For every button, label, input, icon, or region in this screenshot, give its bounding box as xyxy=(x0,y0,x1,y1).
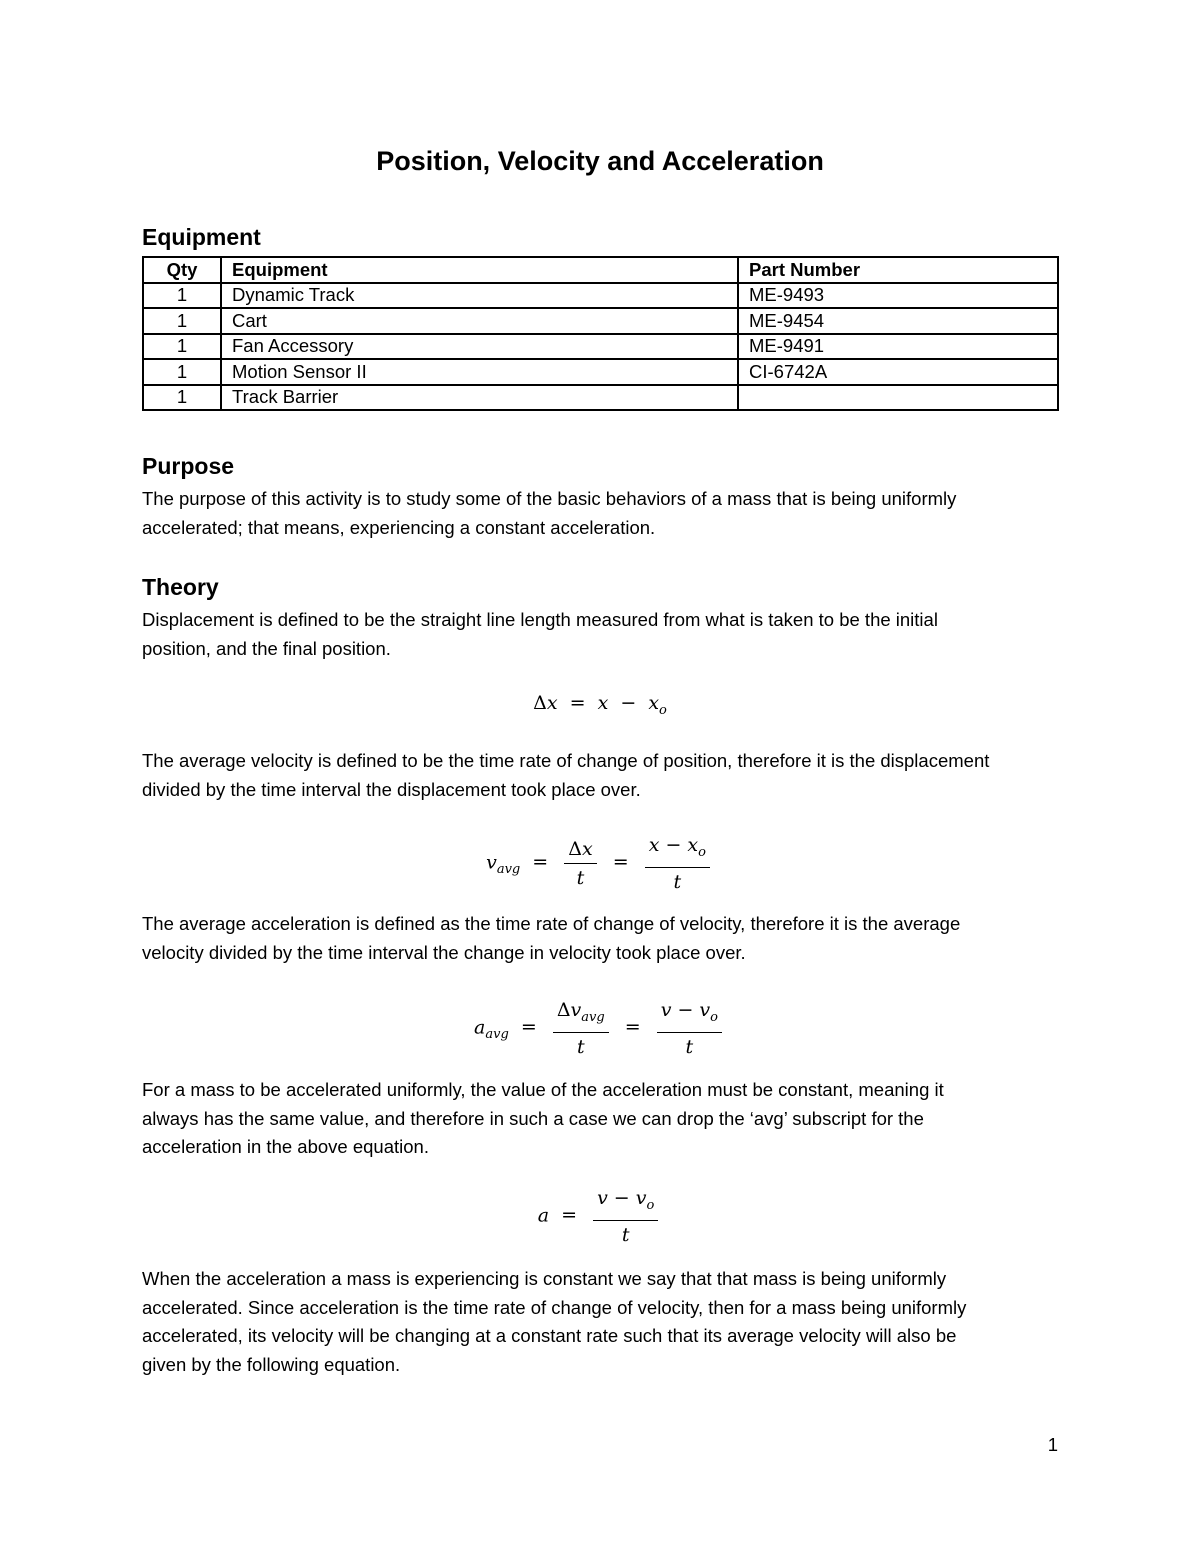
equipment-heading: Equipment xyxy=(142,224,261,250)
eq-var: x xyxy=(648,692,660,714)
text-line: The average velocity is defined to be the time rate of change of position, therefore it is the displacement xyxy=(142,750,990,771)
eq-subscript: avg xyxy=(485,1027,509,1043)
equipment-table xyxy=(142,256,1059,411)
cell-part-number: CI-6742A xyxy=(738,359,1058,385)
text-line: Displacement is defined to be the straight line length measured from what is taken to be the initial xyxy=(142,609,938,630)
eq-delta: Δ xyxy=(568,837,582,860)
equation-average-acceleration xyxy=(0,996,1200,1061)
equation-displacement xyxy=(0,692,1200,718)
eq-var: x xyxy=(546,692,558,714)
eq-fraction xyxy=(593,1184,658,1249)
cell-part-number xyxy=(738,385,1058,411)
theory-paragraph-displacement xyxy=(142,606,1072,663)
equation-acceleration xyxy=(0,1184,1200,1249)
cell-equipment: Fan Accessory xyxy=(221,334,738,360)
eq-minus: − xyxy=(613,1187,630,1209)
text-line: divided by the time interval the displacement took place over. xyxy=(142,778,641,800)
cell-qty: 1 xyxy=(143,385,221,411)
eq-denominator: t xyxy=(576,1035,585,1058)
text-line: position, and the final position. xyxy=(142,637,391,659)
table-row xyxy=(143,359,1058,385)
eq-var: v xyxy=(660,999,672,1021)
eq-subscript: o xyxy=(646,1197,655,1213)
theory-paragraph-constant xyxy=(142,1265,1072,1379)
text-line: When the acceleration a mass is experiencing is constant we say that that mass is being uniformly xyxy=(142,1268,947,1289)
eq-fraction xyxy=(553,996,609,1061)
table-row xyxy=(143,308,1058,334)
eq-delta: Δ xyxy=(533,692,547,714)
cell-equipment: Dynamic Track xyxy=(221,283,738,309)
eq-var: v xyxy=(486,851,497,874)
text-line: velocity divided by the time interval the change in velocity took place over. xyxy=(142,941,746,963)
column-header-equipment: Equipment xyxy=(221,257,738,283)
cell-equipment: Cart xyxy=(221,308,738,334)
eq-equals: = xyxy=(569,692,586,714)
eq-subscript: o xyxy=(710,1009,718,1025)
text-line: always has the same value, and therefore in such a case we can drop the ‘avg’ subscript for the xyxy=(142,1107,924,1129)
purpose-heading: Purpose xyxy=(142,453,235,479)
table-row xyxy=(143,334,1058,360)
page-number: 1 xyxy=(1047,1434,1058,1455)
eq-var: x xyxy=(597,692,609,714)
equation-average-velocity xyxy=(0,831,1200,896)
column-header-part-number: Part Number xyxy=(738,257,1058,283)
eq-minus: − xyxy=(665,834,682,856)
eq-equals: = xyxy=(612,851,629,874)
eq-subscript: avg xyxy=(581,1009,605,1025)
text-line: The purpose of this activity is to study some of the basic behaviors of a mass that is being uniformly xyxy=(142,488,957,509)
eq-fraction xyxy=(564,835,596,892)
theory-paragraph-acceleration xyxy=(142,910,1072,967)
eq-var: x xyxy=(687,834,699,856)
eq-minus: − xyxy=(677,999,694,1021)
purpose-paragraph xyxy=(142,485,1072,542)
eq-var: v xyxy=(699,999,711,1021)
theory-heading: Theory xyxy=(142,574,219,600)
eq-delta: Δ xyxy=(556,999,571,1021)
cell-qty: 1 xyxy=(143,283,221,309)
eq-denominator: t xyxy=(576,866,585,889)
eq-var: x xyxy=(648,834,660,856)
eq-minus: − xyxy=(620,692,637,714)
cell-qty: 1 xyxy=(143,359,221,385)
eq-subscript: o xyxy=(659,702,667,718)
eq-subscript: o xyxy=(698,844,706,860)
eq-denominator: t xyxy=(673,870,682,893)
eq-equals: = xyxy=(520,1016,537,1039)
text-line: accelerated. Since acceleration is the time rate of change of velocity, then for a mass being uniformly xyxy=(142,1296,967,1318)
cell-part-number: ME-9491 xyxy=(738,334,1058,360)
eq-fraction xyxy=(645,831,710,896)
cell-part-number: ME-9493 xyxy=(738,283,1058,309)
eq-var: v xyxy=(570,999,582,1021)
eq-var: v xyxy=(635,1187,647,1209)
cell-qty: 1 xyxy=(143,334,221,360)
table-row xyxy=(143,385,1058,411)
text-line: acceleration in the above equation. xyxy=(142,1136,429,1157)
eq-equals: = xyxy=(624,1016,641,1039)
eq-var: a xyxy=(474,1016,486,1039)
text-line: The average acceleration is defined as the time rate of change of velocity, therefore it is the average xyxy=(142,913,961,934)
column-header-qty: Qty xyxy=(143,257,221,283)
eq-var: x xyxy=(581,837,593,860)
eq-equals: = xyxy=(561,1204,578,1227)
table-row xyxy=(143,283,1058,309)
eq-subscript: avg xyxy=(496,862,521,878)
cell-equipment: Motion Sensor II xyxy=(221,359,738,385)
table-header-row xyxy=(143,257,1058,283)
text-line: accelerated, its velocity will be changing at a constant rate such that its average velocity will also be xyxy=(142,1325,957,1346)
eq-denominator: t xyxy=(685,1035,694,1058)
eq-equals: = xyxy=(532,851,549,874)
eq-fraction xyxy=(657,996,722,1061)
eq-denominator: t xyxy=(621,1223,630,1246)
text-line: given by the following equation. xyxy=(142,1353,401,1375)
eq-var: a xyxy=(537,1204,550,1227)
eq-var: v xyxy=(597,1187,608,1209)
theory-paragraph-uniform xyxy=(142,1076,1072,1162)
cell-qty: 1 xyxy=(143,308,221,334)
text-line: accelerated; that means, experiencing a constant acceleration. xyxy=(142,516,656,538)
theory-paragraph-velocity xyxy=(142,747,1072,804)
cell-equipment: Track Barrier xyxy=(221,385,738,411)
text-line: For a mass to be accelerated uniformly, the value of the acceleration must be constant, meaning it xyxy=(142,1079,944,1100)
cell-part-number: ME-9454 xyxy=(738,308,1058,334)
page-title: Position, Velocity and Acceleration xyxy=(376,146,824,176)
